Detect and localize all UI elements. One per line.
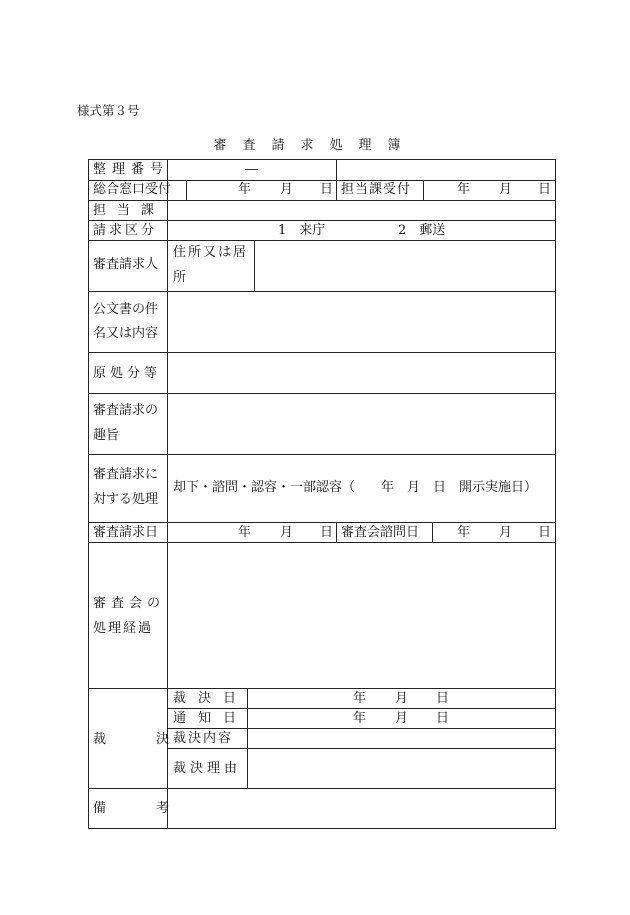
kobunsho-label-2: 名又は内容: [93, 326, 159, 341]
tsuchi-bi-month: 月: [395, 711, 409, 726]
shinsakai-shimon-label: 審査会諮問日: [341, 525, 420, 540]
seikyubi-day: 日: [320, 525, 334, 540]
saiketsu-naiyo-label: 裁決内容: [173, 731, 234, 746]
kubun-option-raicho: 1 来庁: [278, 223, 326, 238]
seikyunin-address-label-2: 所: [173, 270, 187, 285]
tantoka-uketsuke-label: 担当課受付: [341, 182, 412, 197]
shimon-day: 日: [538, 525, 552, 540]
saiketsu-bi-day: 日: [436, 691, 450, 706]
kubun-label: 請求区分: [93, 223, 158, 238]
madoguchi-day: 日: [320, 182, 334, 197]
genshobun-label: 原処分等: [93, 366, 162, 381]
shimon-month: 月: [499, 525, 513, 540]
seiri-value: ―: [245, 162, 258, 177]
tsuchi-bi-label: 通知日: [173, 711, 249, 726]
keika-label-2: 処理経過: [93, 621, 154, 636]
kobunsho-label-1: 公文書の件: [93, 302, 159, 317]
shushi-label-2: 趣旨: [93, 428, 120, 443]
seikyubi-label: 審査請求日: [93, 525, 159, 540]
madoguchi-year: 年: [238, 182, 252, 197]
shori-value: 却下・諮問・認容・一部認容（ 年 月 日 開示実施日）: [173, 480, 538, 495]
saiketsu-riyu-label: 裁決理由: [173, 761, 242, 776]
tantoka-month: 月: [499, 182, 513, 197]
madoguchi-label: 総合窓口受付: [93, 182, 172, 197]
keika-label-1: 審査会の: [93, 596, 166, 611]
seikyubi-month: 月: [280, 525, 294, 540]
biko-label: 備 考: [93, 801, 178, 816]
tsuchi-bi-year: 年: [353, 711, 367, 726]
kubun-option-yuso: 2 郵送: [398, 223, 446, 238]
shushi-label-1: 審査請求の: [93, 403, 159, 418]
saiketsu-label: 裁 決: [93, 732, 178, 747]
tantoka-day: 日: [538, 182, 552, 197]
tanto-label: 担当課: [93, 203, 166, 218]
tsuchi-bi-day: 日: [436, 711, 450, 726]
shori-label-1: 審査請求に: [93, 467, 159, 482]
seiri-label: 整理番号: [93, 162, 170, 177]
form-number: 様式第３号: [77, 103, 140, 118]
shori-label-2: 対する処理: [93, 492, 159, 507]
saiketsu-bi-label: 裁決日: [173, 691, 249, 706]
document-title: 審査請求処理簿: [213, 138, 417, 153]
seikyunin-label: 審査請求人: [93, 257, 159, 272]
saiketsu-bi-year: 年: [353, 691, 367, 706]
seikyunin-address-label-1: 住所又は居: [173, 245, 249, 260]
saiketsu-bi-month: 月: [395, 691, 409, 706]
madoguchi-month: 月: [280, 182, 294, 197]
seikyubi-year: 年: [238, 525, 252, 540]
tantoka-year: 年: [457, 182, 471, 197]
shimon-year: 年: [457, 525, 471, 540]
